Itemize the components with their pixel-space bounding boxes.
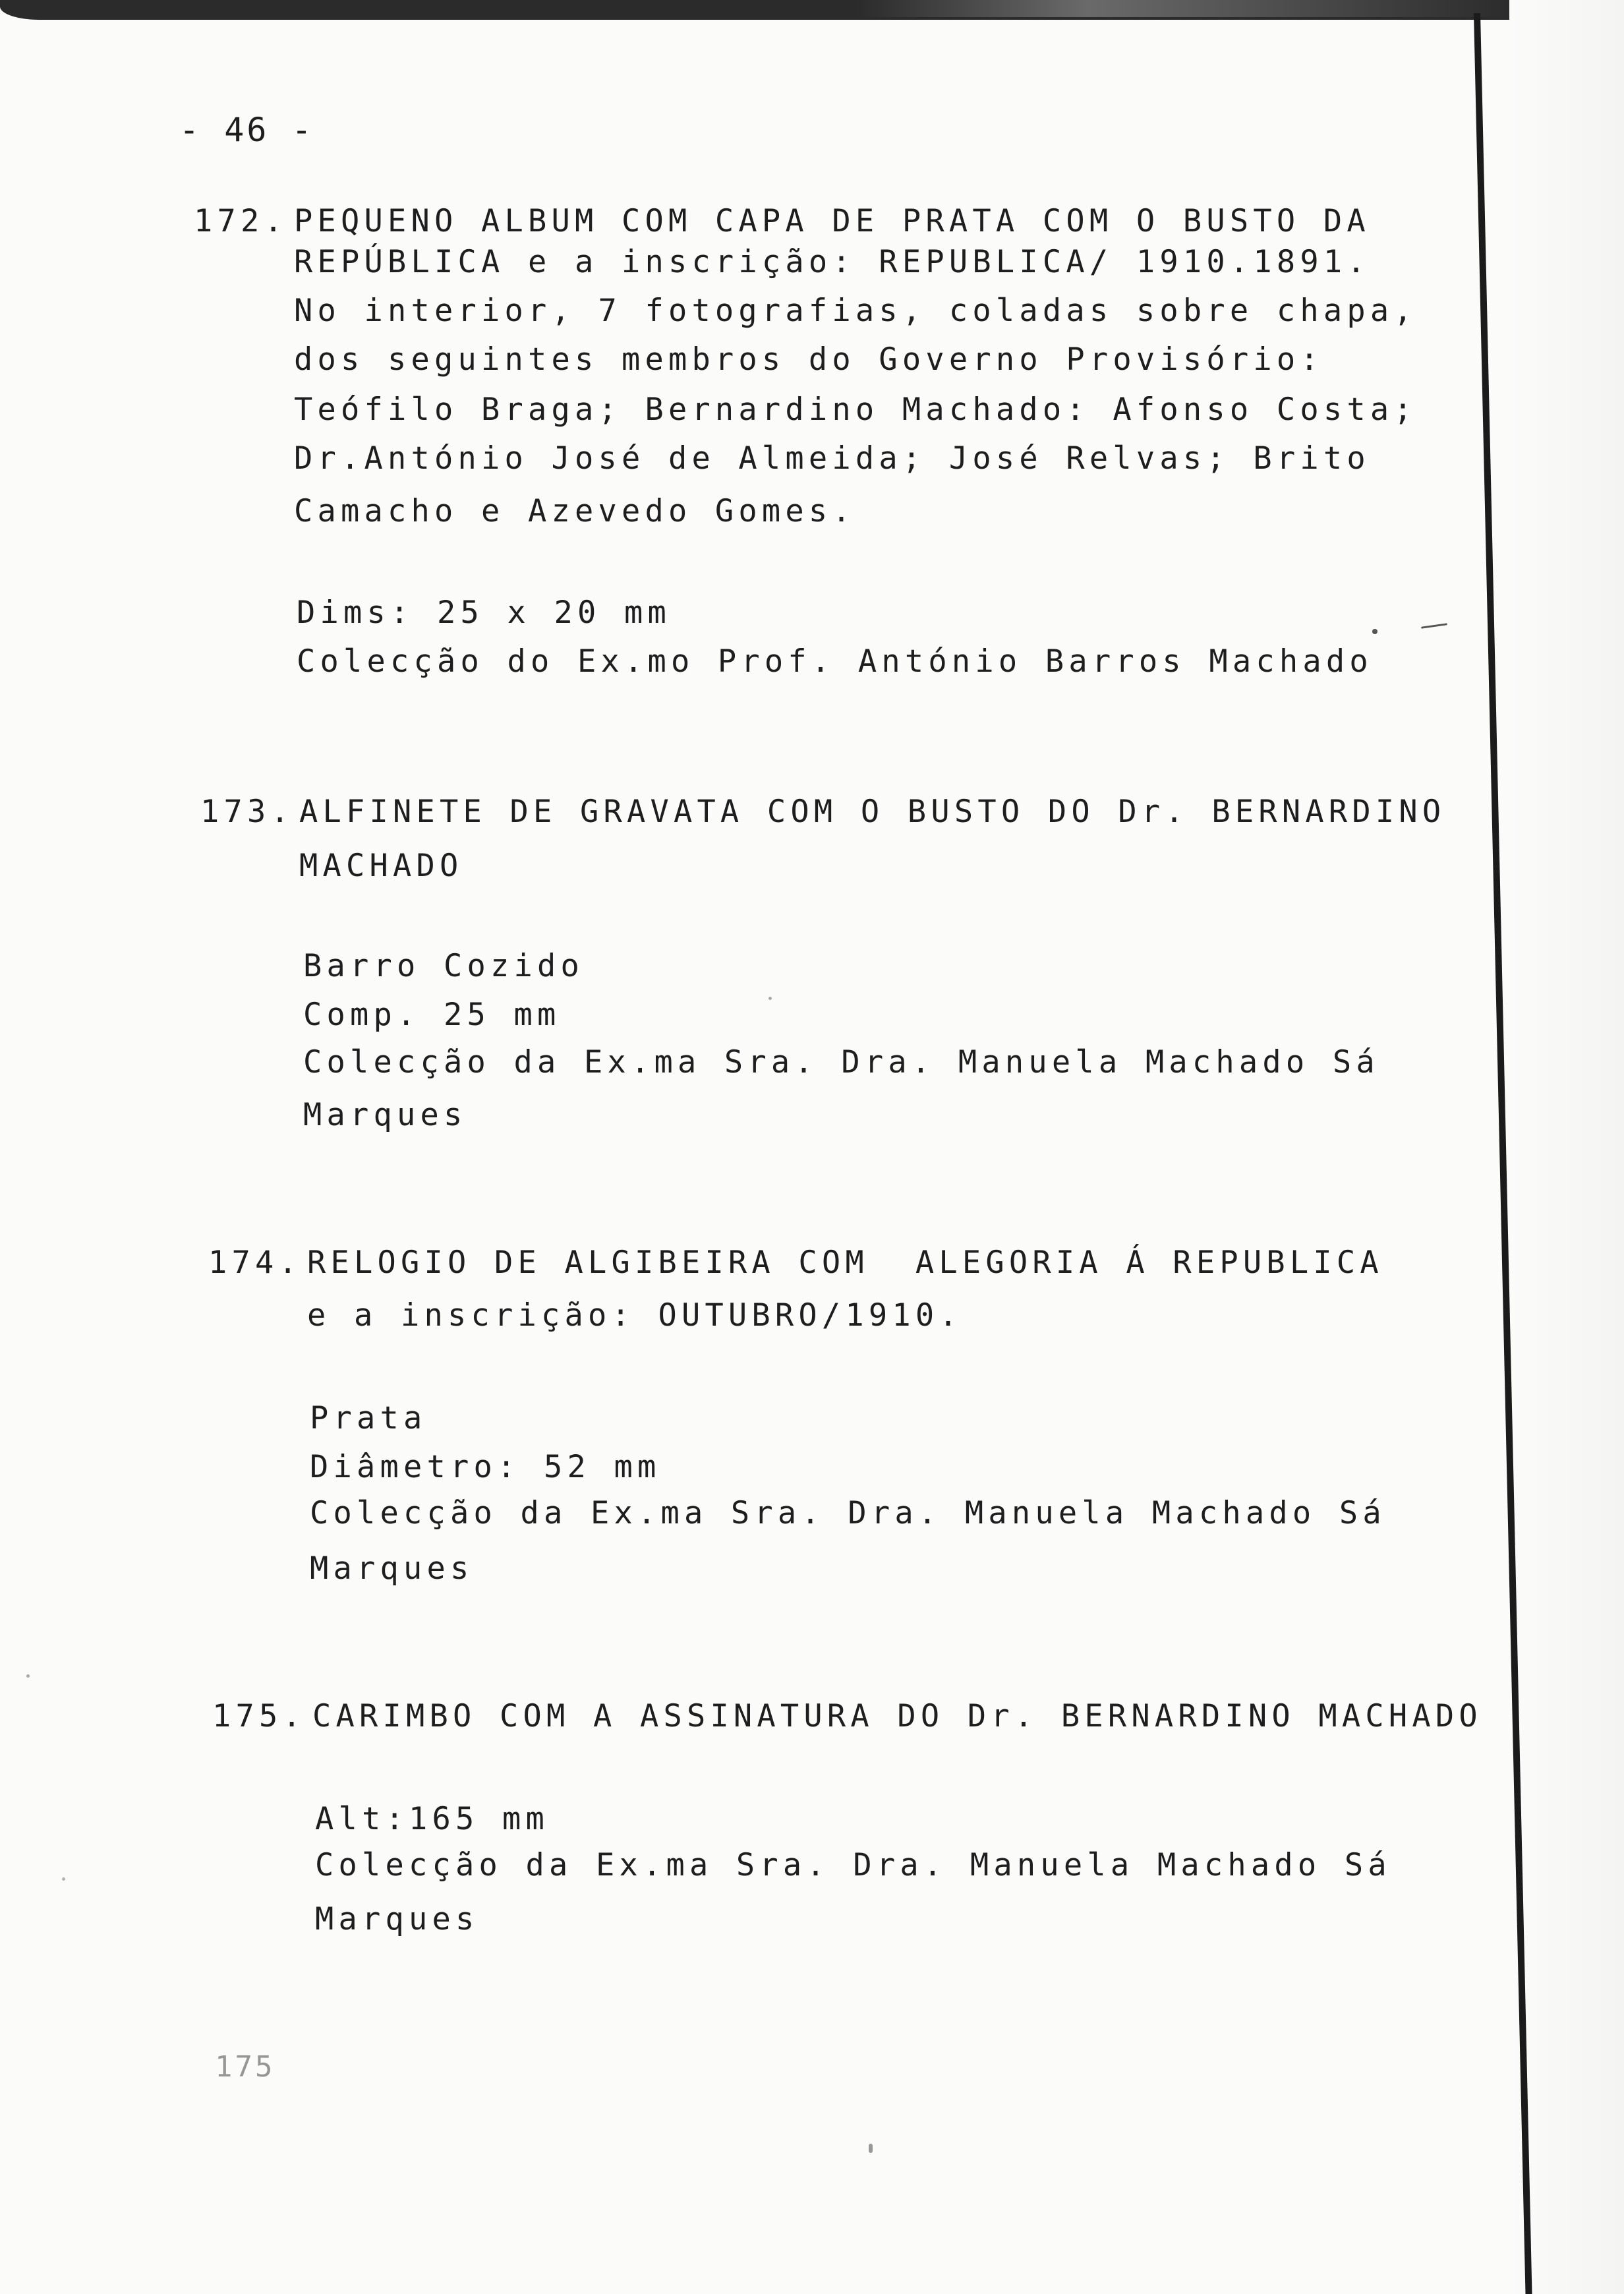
entry-detail-line: Diâmetro: 52 mm <box>310 1449 661 1485</box>
entry-title-line: e a inscrição: OUTUBRO/1910. <box>307 1297 962 1334</box>
entry-title-line: Camacho e Azevedo Gomes. <box>294 493 856 529</box>
entry-detail-line: Marques <box>303 1097 467 1133</box>
entry-detail-line: Colecção da Ex.ma Sra. Dra. Manuela Machado Sá <box>310 1495 1386 1531</box>
entry-title-line: PEQUENO ALBUM COM CAPA DE PRATA COM O BUSTO DA <box>294 203 1370 239</box>
entry-detail-line: Barro Cozido <box>303 948 584 984</box>
entry-title-line: Dr.António José de Almeida; José Relvas; Brito <box>294 440 1370 477</box>
entry-detail-line: Colecção do Ex.mo Prof. António Barros Machado <box>297 643 1373 680</box>
scan-speck <box>26 1674 30 1678</box>
page-number: - 46 - <box>179 111 314 149</box>
entry-title-line: Teófilo Braga; Bernardino Machado: Afonso Costa; <box>294 392 1417 428</box>
scan-speck <box>1421 623 1447 629</box>
entry-detail-line: Marques <box>315 1901 479 1937</box>
faint-page-mark: 175 <box>215 2050 276 2084</box>
scan-speck <box>1372 629 1378 634</box>
entry-detail-line: Colecção da Ex.ma Sra. Dra. Manuela Machado Sá <box>315 1847 1391 1883</box>
scan-right-margin <box>1509 0 1624 2294</box>
entry-title-line: dos seguintes membros do Governo Provisório: <box>294 341 1323 378</box>
entry-title-line: MACHADO <box>299 848 463 884</box>
entry-title-line: No interior, 7 fotografias, coladas sobre chapa, <box>294 293 1417 329</box>
entry-title-line: CARIMBO COM A ASSINATURA DO Dr. BERNARDINO MACHADO <box>312 1698 1482 1734</box>
entry-detail-line: Comp. 25 mm <box>303 997 561 1033</box>
entry-detail-line: Colecção da Ex.ma Sra. Dra. Manuela Machado Sá <box>303 1044 1379 1080</box>
entry-number: 174. <box>208 1245 302 1281</box>
entry-title-line: RELOGIO DE ALGIBEIRA COM ALEGORIA Á REPUBLICA <box>307 1245 1383 1281</box>
entry-detail-line: Marques <box>310 1550 474 1587</box>
scan-speck <box>869 2144 873 2153</box>
scan-top-border-highlight <box>857 0 1516 17</box>
entry-title-line: REPÚBLICA e a inscrição: REPUBLICA/ 1910.1891. <box>294 244 1370 280</box>
entry-number: 175. <box>212 1698 306 1734</box>
entry-number: 172. <box>194 203 287 239</box>
scan-speck <box>768 997 772 1000</box>
scan-speck <box>62 1877 65 1881</box>
entry-detail-line: Prata <box>310 1400 427 1436</box>
entry-detail-line: Alt:165 mm <box>315 1801 549 1837</box>
entry-number: 173. <box>200 794 294 830</box>
entry-title-line: ALFINETE DE GRAVATA COM O BUSTO DO Dr. BERNARDINO <box>299 794 1446 830</box>
entry-detail-line: Dims: 25 x 20 mm <box>297 595 671 631</box>
